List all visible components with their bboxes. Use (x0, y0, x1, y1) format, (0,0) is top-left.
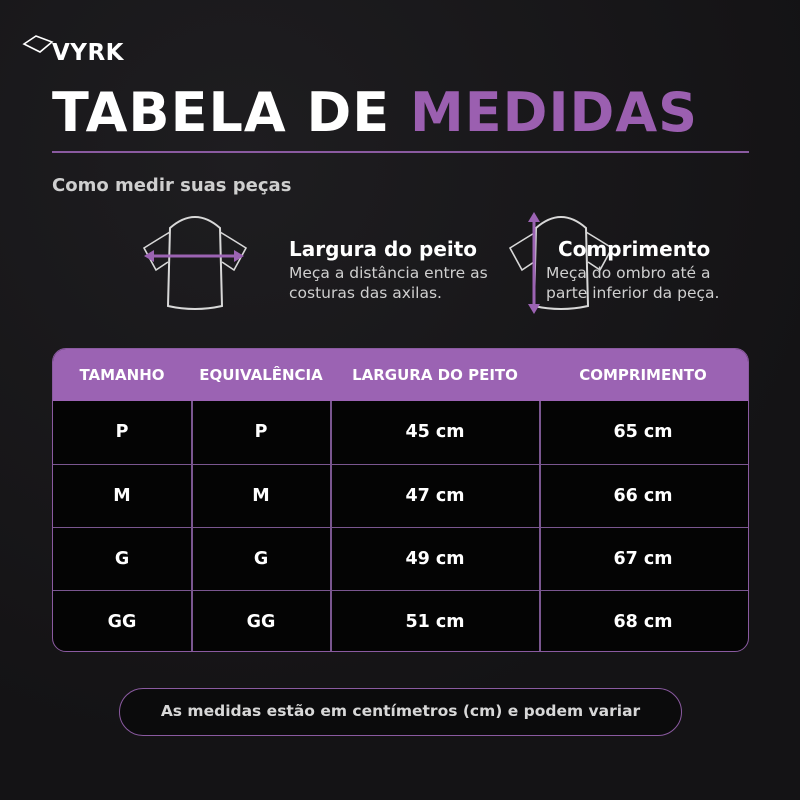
cell-chest: 47 cm (405, 486, 465, 506)
title-purple: MEDIDAS (410, 81, 699, 144)
table-header (53, 349, 748, 401)
cell-chest: 51 cm (405, 612, 465, 632)
tshirt-width-icon (140, 208, 250, 322)
header-tamanho: TAMANHO (79, 366, 165, 384)
table-row (53, 590, 748, 652)
cell-equivalence: M (252, 486, 270, 506)
cell-size: P (115, 422, 129, 442)
header-equivalencia: EQUIVALÊNCIA (199, 366, 323, 384)
page-title (52, 80, 698, 146)
cell-equivalence: GG (246, 612, 276, 632)
measure-desc-line: costuras das axilas. (289, 284, 442, 302)
cell-chest: 45 cm (405, 422, 465, 442)
cell-size: G (114, 549, 130, 569)
header-largura: LARGURA DO PEITO (352, 366, 518, 384)
table-row (53, 464, 748, 527)
cell-length: 65 cm (613, 422, 673, 442)
cell-length: 67 cm (613, 549, 673, 569)
table-row (53, 401, 748, 464)
measure-desc-width (289, 263, 488, 303)
brand-name: VYRK (52, 40, 124, 66)
diamond-outline-icon (22, 34, 54, 56)
measure-desc-line: Meça a distância entre as (289, 264, 488, 282)
measure-desc-length (546, 263, 719, 303)
cell-equivalence: G (253, 549, 269, 569)
measure-title-length: Comprimento (558, 237, 711, 261)
measure-desc-line: parte inferior da peça. (546, 284, 720, 302)
footnote-badge: As medidas estão em centímetros (cm) e podem variar (119, 688, 682, 736)
measure-title-width: Largura do peito (289, 237, 478, 261)
section-subtitle: Como medir suas peças (52, 175, 292, 196)
cell-chest: 49 cm (405, 549, 465, 569)
size-table (52, 348, 749, 652)
title-divider (52, 151, 749, 153)
table-row (53, 527, 748, 590)
measure-desc-line: Meça do ombro até a (546, 264, 711, 282)
cell-equivalence: P (254, 422, 268, 442)
title-white: TABELA DE (52, 81, 391, 144)
cell-length: 66 cm (613, 486, 673, 506)
cell-length: 68 cm (613, 612, 673, 632)
header-comprimento: COMPRIMENTO (579, 366, 707, 384)
cell-size: M (113, 486, 131, 506)
cell-size: GG (107, 612, 137, 632)
